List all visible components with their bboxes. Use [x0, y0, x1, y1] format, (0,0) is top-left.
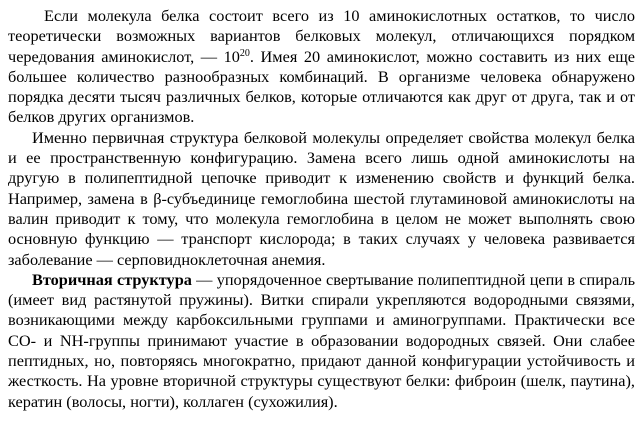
exponent: 20 [239, 47, 250, 59]
paragraph-text: Именно первичная структура белковой молекулы определяет свойства молекул белка и ее пространственную конфигурацию. Замена всего лишь одной аминокислоты на другую в полипептидной цепочке приводит к изменению свойств и функций белка. Например, замена в β-субъединице гемоглобина шестой глутаминовой аминокислоты на валин приводит к тому, что молекула гемоглобина в целом не может выполнять свою основную функцию — транспорт кислорода; в таких случаях у человека развивается заболевание — серповидноклеточная анемия. [8, 127, 635, 269]
paragraph-primary-structure [8, 128, 635, 270]
paragraph-secondary-structure [8, 270, 635, 412]
paragraph-text: — упорядоченное свертывание полипептидной цепи в спираль (имеет вид растянутой пружины). Витки спирали укрепляются водородными связями, возникающими между карбоксильными группами и аминогруппами. Практически все CO- и NH-группы принимают участие в образовании водородных связей. Они слабее пептидных, но, повторяясь многократно, придают данной конфигурации устойчивость и жесткость. На уровне вторичной структуры существуют белки: фиброин (шелк, паутина), кератин (волосы, ногти), коллаген (сухожилия). [8, 269, 635, 411]
paragraph-protein-variants [8, 6, 635, 128]
paragraph-text: Если молекула белка состоит всего из 10 аминокислотных остатков, то число теоретически возможных вариантов белковых молекул, отличающихся порядком чередования аминокислот, — 10 [8, 6, 635, 66]
term-secondary-structure: Вторичная структура [32, 269, 192, 289]
paragraph-text: . Имея 20 аминокислот, можно составить из них еще большее количество разнообразных комбинаций. В организме человека обнаружено порядка десяти тысяч различных белков, которые отличаются как друг от друга, так и от белков других организмов. [8, 46, 635, 127]
